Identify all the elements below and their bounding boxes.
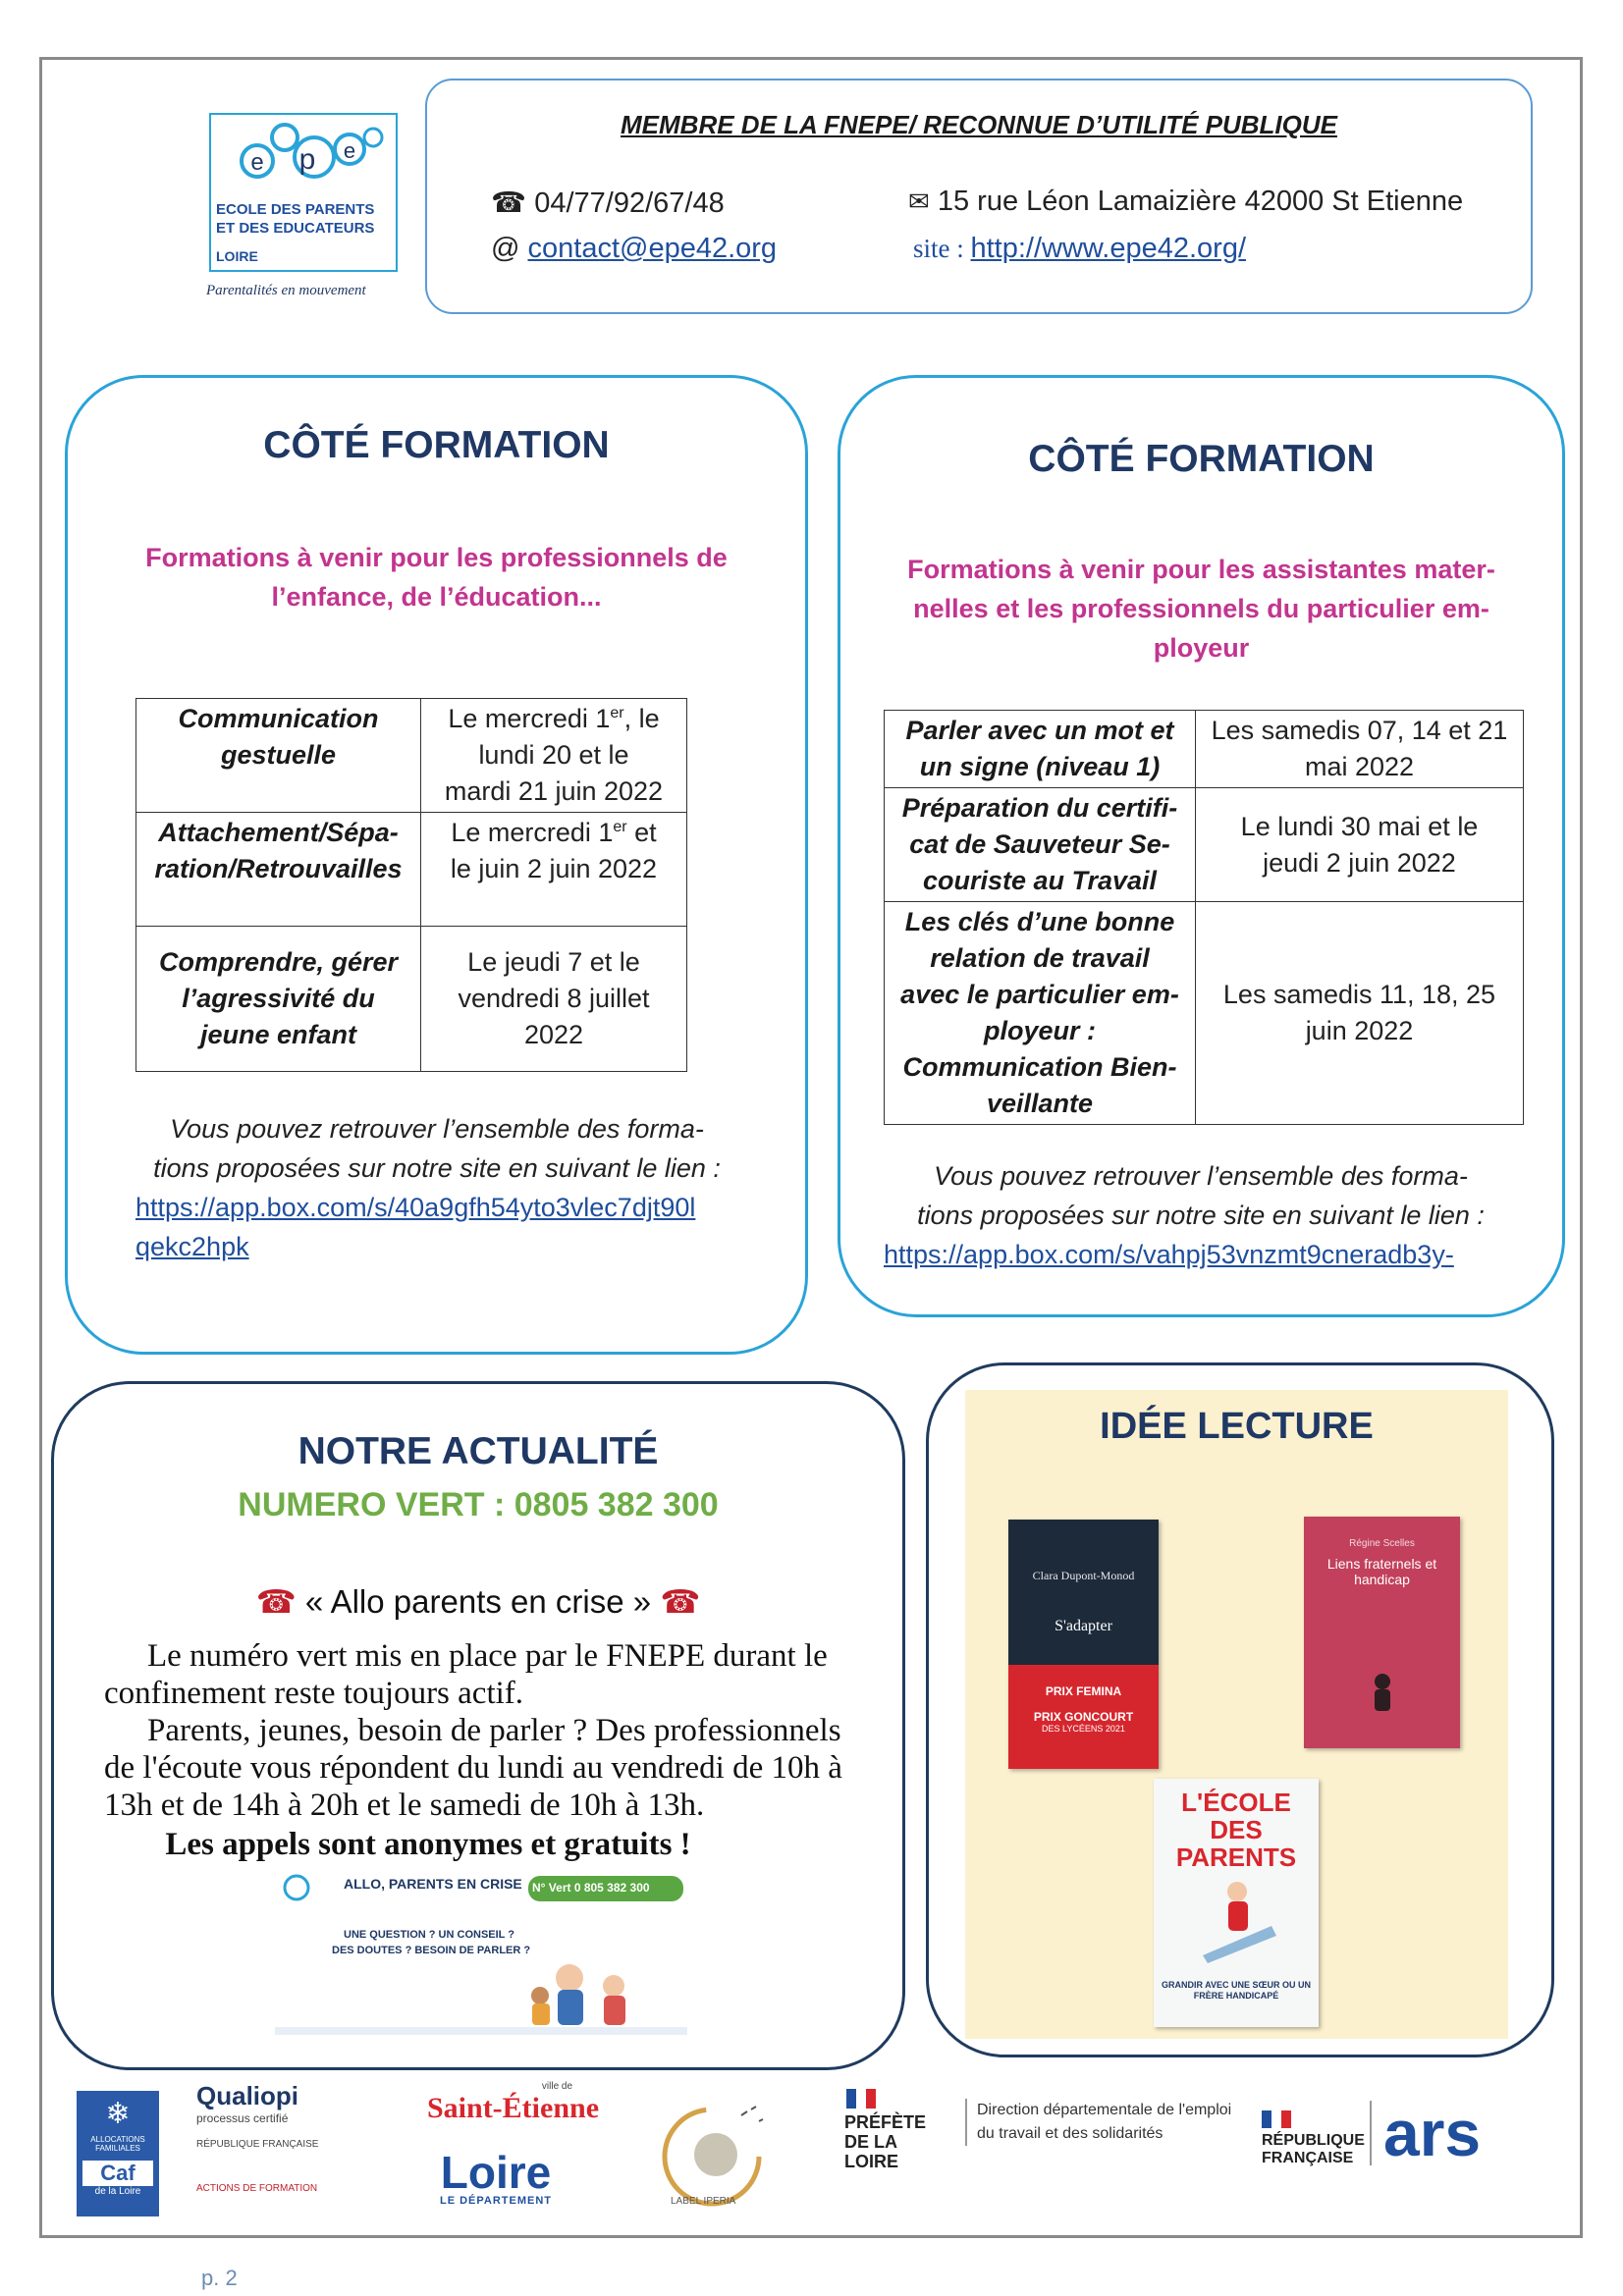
book-cover-ecole-des-parents [1154,1779,1319,2027]
right-panel-title: CÔTÉ FORMATION [1028,438,1375,480]
phone-number: 04/77/92/67/48 [534,187,725,219]
left-footer-line1: Vous pouvez retrouver l’ensemble des forma- [170,1114,704,1144]
table-row [885,788,1524,902]
book1-title: S'adapter [1055,1618,1112,1634]
qualiopi-text: Qualiopi [196,2081,298,2110]
lecture-title: IDÉE LECTURE [1100,1406,1374,1447]
book2-title: Liens fraternels et handicap [1326,1556,1437,1587]
loire-text: Loire [440,2147,552,2198]
logo-org-line2: ET DES EDUCATEURS [216,220,375,237]
book1-prize1: PRIX FEMINA [1045,1684,1122,1698]
formation-name: Attachement/Sépa- ration/Retrouvailles [136,813,421,927]
ars-logo [1370,2097,1550,2169]
left-formation-table [135,698,687,1072]
left-footer-line2: tions proposées sur notre site en suivant le lien : [153,1153,721,1183]
actualite-para2-line3: 13h et de 14h à 20h et le samedi de 10h à 13h. [104,1788,705,1823]
book1-prize3: DES LYCÉENS 2021 [1042,1724,1125,1734]
formation-dates: Les samedis 11, 18, 25 juin 2022 [1196,902,1524,1125]
numero-vert: NUMERO VERT : 0805 382 300 [238,1486,719,1523]
allo-quote-line [51,1582,905,1621]
french-flag-icon [846,2089,876,2109]
prefete-logo [844,2089,952,2171]
left-panel-title: CÔTÉ FORMATION [263,424,610,466]
book3-illustration [1193,1867,1281,1965]
book-cover-sadapter [1008,1520,1159,1769]
actualite-para2-line2: de l'écoute vous répondent du lundi au vendredi de 10h à [104,1750,842,1786]
right-panel-footer [854,1156,1547,1235]
actualite-bold-line: Les appels sont anonymes et gratuits ! [165,1827,691,1862]
caf-logo [77,2091,159,2216]
right-formation-table [884,710,1524,1125]
book3-subtitle: GRANDIR AVEC UNE SŒUR OU UN FRÈRE HANDICAPÉ [1161,1980,1311,2001]
actualite-text [104,1637,890,1863]
svg-text:e: e [343,138,356,163]
logo-tagline: Parentalités en mouvement [206,283,366,298]
right-subtitle-line2: nelles et les professionnels du particulier em- [913,594,1489,623]
caf-text-2: Caf [82,2161,153,2186]
formation-dates: Le mercredi 1er et le juin 2 juin 2022 [421,813,687,927]
red-phone-icon: ☎ [660,1583,701,1620]
formation-name: Comprendre, gérer l’agressivité du jeune enfant [136,927,421,1072]
table-row [885,711,1524,788]
prefete-line2: DE LA LOIRE [844,2132,899,2171]
left-panel-footer [98,1109,776,1188]
saint-etienne-logo [417,2081,609,2125]
left-subtitle-line1: Formations à venir pour les professionnels de [145,543,728,572]
email-link[interactable]: contact@epe42.org [527,233,778,264]
right-link-line1[interactable]: https://app.box.com/s/vahpj53vnzmt9cneradb3y- [884,1240,1454,1269]
address-line [908,186,1463,218]
left-panel-link[interactable] [135,1188,695,1266]
snowflake-icon: ❄ [105,2098,131,2130]
book2-illustration [1353,1664,1412,1723]
rf-line2: FRANÇAISE [1262,2150,1354,2166]
ddets-line1: Direction départementale de l'emploi [977,2102,1232,2118]
epe-logo [206,110,403,316]
formation-name: Les clés d’une bonne relation de travail avec le particulier em- ployeur : Communication Bien- veillante [885,902,1196,1125]
book1-author: Clara Dupont-Monod [1032,1569,1135,1582]
phone-line [491,186,725,220]
ddets-line2: du travail et des solidarités [977,2125,1163,2142]
book2-author: Régine Scelles [1349,1538,1415,1549]
actualite-para1-line2: confinement reste toujours actif. [104,1676,524,1711]
loire-departement-logo [422,2147,569,2207]
phone-icon: ☎ [491,187,527,219]
right-panel-link[interactable] [884,1235,1454,1274]
st-etienne-text: Saint-Étienne [426,2092,600,2124]
email-line [491,233,777,265]
right-subtitle-line3: ployeur [1153,633,1250,663]
rf-line1: RÉPUBLIQUE [1262,2132,1365,2149]
formation-name: Parler avec un mot et un signe (niveau 1) [885,711,1196,788]
book1-band [1008,1665,1159,1769]
label-iperia-logo [653,2096,776,2218]
right-footer-line2: tions proposées sur notre site en suivant le lien : [917,1201,1485,1230]
header-contact-box [425,79,1533,314]
logo-region: LOIRE [216,248,258,264]
red-phone-icon: ☎ [255,1583,297,1620]
left-link-line1[interactable]: https://app.box.com/s/40a9gfh54yto3vlec7djt90l [135,1193,696,1222]
formation-dates: Le jeudi 7 et le vendredi 8 juillet 2022 [421,927,687,1072]
book1-prize2: PRIX GONCOURT [1033,1710,1134,1724]
french-flag-icon [1262,2110,1291,2128]
table-row [136,699,687,813]
qualiopi-cat: ACTIONS DE FORMATION [196,2183,318,2194]
book3-title: L'ÉCOLE DES PARENTS [1175,1788,1297,1872]
site-label: site : [913,234,971,263]
formation-name: Préparation du certifi- cat de Sauveteur Se- couriste au Travail [885,788,1196,902]
book-cover-liens-fraternels [1304,1517,1460,1748]
caf-text-1: ALLOCATIONS FAMILIALES [90,2135,145,2153]
right-panel-subtitle [838,550,1565,667]
allo-parents-poster [275,1870,687,2037]
ars-text: ars [1383,2097,1482,2169]
poster-badge: N° Vert 0 805 382 300 [532,1881,650,1895]
table-row [885,902,1524,1125]
actualite-para2-line1: Parents, jeunes, besoin de parler ? Des professionnels [147,1713,841,1748]
formation-dates: Le mercredi 1er, le lundi 20 et le mardi 21 juin 2022 [421,699,687,813]
right-footer-line1: Vous pouvez retrouver l’ensemble des forma- [934,1161,1468,1191]
right-subtitle-line1: Formations à venir pour les assistantes mater- [907,555,1495,584]
poster-title: ALLO, PARENTS EN CRISE [344,1876,522,1892]
svg-text:p: p [298,143,316,176]
actualite-title: NOTRE ACTUALITÉ [298,1430,659,1472]
st-etienne-pre: ville de [541,2081,573,2092]
at-sign: @ [491,233,528,264]
qualiopi-sub: processus certifié [196,2111,289,2125]
loire-sub: LE DÉPARTEMENT [439,2195,553,2207]
left-panel-subtitle [65,538,808,616]
table-row [136,813,687,927]
page-number: p. 2 [201,2266,238,2290]
qualiopi-rep: RÉPUBLIQUE FRANÇAISE [196,2139,319,2150]
formation-name: Communication gestuelle [136,699,421,813]
prefete-line1: PRÉFÈTE [844,2112,927,2132]
poster-question-1: UNE QUESTION ? UN CONSEIL ? [344,1929,514,1941]
table-row [136,927,687,1072]
site-line [913,233,1246,265]
site-link[interactable]: http://www.epe42.org/ [970,233,1246,264]
left-link-line2[interactable]: qekc2hpk [135,1232,249,1261]
address-text: 15 rue Léon Lamaizière 42000 St Etienne [937,186,1464,217]
envelope-icon: ✉ [908,187,930,216]
ddets-logo [965,2099,1232,2146]
republique-francaise-logo [1262,2110,1370,2167]
formation-dates: Le lundi 30 mai et le jeudi 2 juin 2022 [1196,788,1524,902]
logo-org-line1: ECOLE DES PARENTS [216,201,375,218]
formation-dates: Les samedis 07, 14 et 21 mai 2022 [1196,711,1524,788]
label-iperia-text: LABEL IPERIA [671,2196,736,2207]
poster-question-2: DES DOUTES ? BESOIN DE PARLER ? [332,1945,531,1956]
actualite-para1-line1: Le numéro vert mis en place par le FNEPE durant le [147,1638,828,1674]
allo-quote: « Allo parents en crise » [304,1583,652,1620]
caf-text-3: de la Loire [94,2186,141,2197]
qualiopi-logo [196,2081,403,2228]
header-title: MEMBRE DE LA FNEPE/ RECONNUE D’UTILITÉ PUBLIQUE [621,110,1337,139]
left-subtitle-line2: l’enfance, de l’éducation... [271,582,602,612]
svg-text:e: e [250,149,264,176]
